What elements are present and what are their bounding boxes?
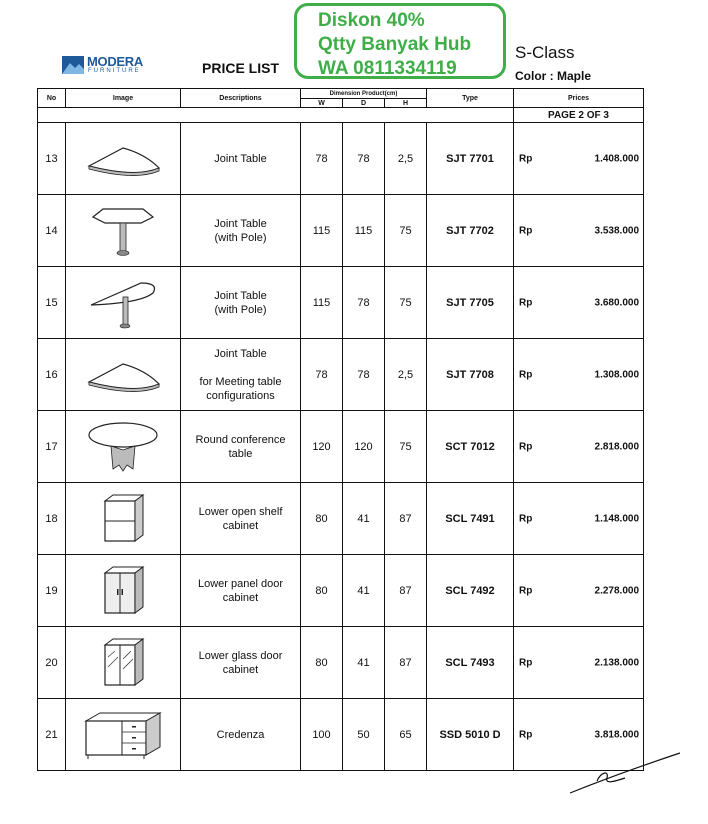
price-amount: 1.308.000 xyxy=(594,369,640,380)
description-line-2: table xyxy=(228,447,253,460)
description-line-2: (with Pole) xyxy=(214,231,267,244)
table-row xyxy=(38,339,644,411)
promo-line-whatsapp: WA 0811334119 xyxy=(318,58,457,79)
currency-label: Rp xyxy=(519,369,533,380)
table-row xyxy=(38,699,644,771)
dimension-d: 50 xyxy=(343,699,385,771)
description-line-1: Joint Table xyxy=(214,347,267,360)
page-row-spacer xyxy=(38,108,514,123)
product-description xyxy=(181,627,301,699)
row-number: 19 xyxy=(38,555,66,627)
page-indicator: PAGE 2 OF 3 xyxy=(514,108,644,123)
modera-logo xyxy=(62,54,154,78)
logo-name: MODERA xyxy=(87,54,143,69)
col-header-descriptions: Descriptions xyxy=(181,89,301,108)
price-amount: 2.138.000 xyxy=(594,657,640,668)
glass-door-cabinet-icon xyxy=(66,635,180,691)
table-row xyxy=(38,483,644,555)
dimension-h: 2,5 xyxy=(385,123,427,195)
description-line-1: Lower glass door xyxy=(198,649,283,662)
col-header-prices: Prices xyxy=(514,89,644,108)
price-cell xyxy=(514,483,644,555)
product-description xyxy=(181,339,301,411)
price-amount: 2.278.000 xyxy=(594,585,640,596)
dimension-d: 78 xyxy=(343,123,385,195)
currency-label: Rp xyxy=(519,657,533,668)
dimension-w: 115 xyxy=(301,195,343,267)
dimension-d: 120 xyxy=(343,411,385,483)
product-type-code: SCL 7493 xyxy=(427,627,514,699)
price-cell xyxy=(514,267,644,339)
dimension-w: 115 xyxy=(301,267,343,339)
dimension-d: 115 xyxy=(343,195,385,267)
currency-label: Rp xyxy=(519,441,533,452)
description-line-2: for Meeting table xyxy=(199,375,282,388)
hexagon-pole-table-icon xyxy=(66,203,180,259)
table-row xyxy=(38,123,644,195)
product-image xyxy=(66,123,181,195)
dimension-h: 75 xyxy=(385,195,427,267)
product-image xyxy=(66,267,181,339)
description-line-1: Joint Table xyxy=(214,217,267,230)
dimension-h: 2,5 xyxy=(385,339,427,411)
price-cell xyxy=(514,339,644,411)
dimension-h: 87 xyxy=(385,627,427,699)
product-image xyxy=(66,555,181,627)
dimension-w: 80 xyxy=(301,555,343,627)
promo-line-discount: Diskon 40% xyxy=(318,10,425,31)
price-amount: 3.680.000 xyxy=(594,297,640,308)
dimension-w: 80 xyxy=(301,627,343,699)
round-conference-table-icon xyxy=(66,419,180,475)
product-type-code: SJT 7702 xyxy=(427,195,514,267)
dimension-w: 78 xyxy=(301,339,343,411)
dimension-d: 41 xyxy=(343,627,385,699)
product-image xyxy=(66,483,181,555)
row-number: 17 xyxy=(38,411,66,483)
dimension-w: 120 xyxy=(301,411,343,483)
description-line-2: (with Pole) xyxy=(214,303,267,316)
product-description xyxy=(181,483,301,555)
logo-subtitle: FURNITURE xyxy=(88,68,141,74)
description-line-2: cabinet xyxy=(222,591,259,604)
product-type-code: SCL 7491 xyxy=(427,483,514,555)
price-amount: 1.148.000 xyxy=(594,513,640,524)
currency-label: Rp xyxy=(519,297,533,308)
currency-label: Rp xyxy=(519,585,533,596)
currency-label: Rp xyxy=(519,513,533,524)
col-header-type: Type xyxy=(427,89,514,108)
price-cell xyxy=(514,411,644,483)
dimension-h: 87 xyxy=(385,555,427,627)
dimension-w: 80 xyxy=(301,483,343,555)
dimension-d: 41 xyxy=(343,483,385,555)
price-amount: 3.538.000 xyxy=(594,225,640,236)
description-line-1: Lower panel door xyxy=(197,577,283,590)
product-description xyxy=(181,267,301,339)
dimension-h: 75 xyxy=(385,411,427,483)
product-type-code: SJT 7701 xyxy=(427,123,514,195)
price-amount: 3.818.000 xyxy=(594,729,640,740)
description-line-2: cabinet xyxy=(222,663,259,676)
product-type-code: SCT 7012 xyxy=(427,411,514,483)
col-header-image: Image xyxy=(66,89,181,108)
description-line-1: Joint Table xyxy=(214,152,267,165)
quarter-round-table-icon xyxy=(66,350,180,400)
table-row xyxy=(38,555,644,627)
price-cell xyxy=(514,195,644,267)
product-image xyxy=(66,411,181,483)
description-line-1: Round conference xyxy=(195,433,286,446)
description-line-3: configurations xyxy=(206,389,275,402)
product-type-code: SCL 7492 xyxy=(427,555,514,627)
table-row xyxy=(38,411,644,483)
credenza-icon xyxy=(66,707,180,763)
product-type-code: SJT 7708 xyxy=(427,339,514,411)
table-row xyxy=(38,195,644,267)
dimension-w: 100 xyxy=(301,699,343,771)
price-cell xyxy=(514,123,644,195)
row-number: 21 xyxy=(38,699,66,771)
dimension-d: 78 xyxy=(343,339,385,411)
product-image xyxy=(66,699,181,771)
currency-label: Rp xyxy=(519,225,533,236)
product-type-code: SSD 5010 D xyxy=(427,699,514,771)
col-header-dimension: Dimension Product(cm) xyxy=(301,89,427,99)
dimension-h: 75 xyxy=(385,267,427,339)
price-amount: 2.818.000 xyxy=(594,441,640,452)
product-description xyxy=(181,123,301,195)
dimension-h: 65 xyxy=(385,699,427,771)
dimension-h: 87 xyxy=(385,483,427,555)
dimension-d: 41 xyxy=(343,555,385,627)
table-row xyxy=(38,267,644,339)
quarter-round-table-icon xyxy=(66,134,180,184)
product-type-code: SJT 7705 xyxy=(427,267,514,339)
row-number: 14 xyxy=(38,195,66,267)
col-header-d: D xyxy=(343,99,385,108)
description-line-1: Joint Table xyxy=(214,289,267,302)
dimension-w: 78 xyxy=(301,123,343,195)
description-line-2: cabinet xyxy=(222,519,259,532)
signature-mark xyxy=(565,748,685,798)
mountain-logo-icon xyxy=(62,56,84,74)
page-title: PRICE LIST xyxy=(202,60,280,76)
row-number: 18 xyxy=(38,483,66,555)
product-image xyxy=(66,339,181,411)
color-label: Color : Maple xyxy=(515,69,592,83)
currency-label: Rp xyxy=(519,729,533,740)
product-description xyxy=(181,195,301,267)
col-header-no: No xyxy=(38,89,66,108)
col-header-h: H xyxy=(385,99,427,108)
product-image xyxy=(66,627,181,699)
row-number: 15 xyxy=(38,267,66,339)
product-description xyxy=(181,555,301,627)
series-name: S-Class xyxy=(515,43,575,62)
price-table xyxy=(37,88,644,771)
col-header-w: W xyxy=(301,99,343,108)
product-image xyxy=(66,195,181,267)
price-cell xyxy=(514,555,644,627)
price-cell xyxy=(514,627,644,699)
description-line-1: Credenza xyxy=(216,728,265,741)
row-number: 16 xyxy=(38,339,66,411)
row-number: 20 xyxy=(38,627,66,699)
product-description xyxy=(181,699,301,771)
dimension-d: 78 xyxy=(343,267,385,339)
promo-line-quantity: Qtty Banyak Hub xyxy=(318,34,472,55)
half-round-pole-table-icon xyxy=(66,275,180,331)
description-line-1: Lower open shelf xyxy=(198,505,283,518)
currency-label: Rp xyxy=(519,153,533,164)
table-row xyxy=(38,627,644,699)
product-description xyxy=(181,411,301,483)
promo-box xyxy=(294,3,506,79)
open-shelf-cabinet-icon xyxy=(66,491,180,547)
panel-door-cabinet-icon xyxy=(66,563,180,619)
row-number: 13 xyxy=(38,123,66,195)
price-amount: 1.408.000 xyxy=(594,153,640,164)
